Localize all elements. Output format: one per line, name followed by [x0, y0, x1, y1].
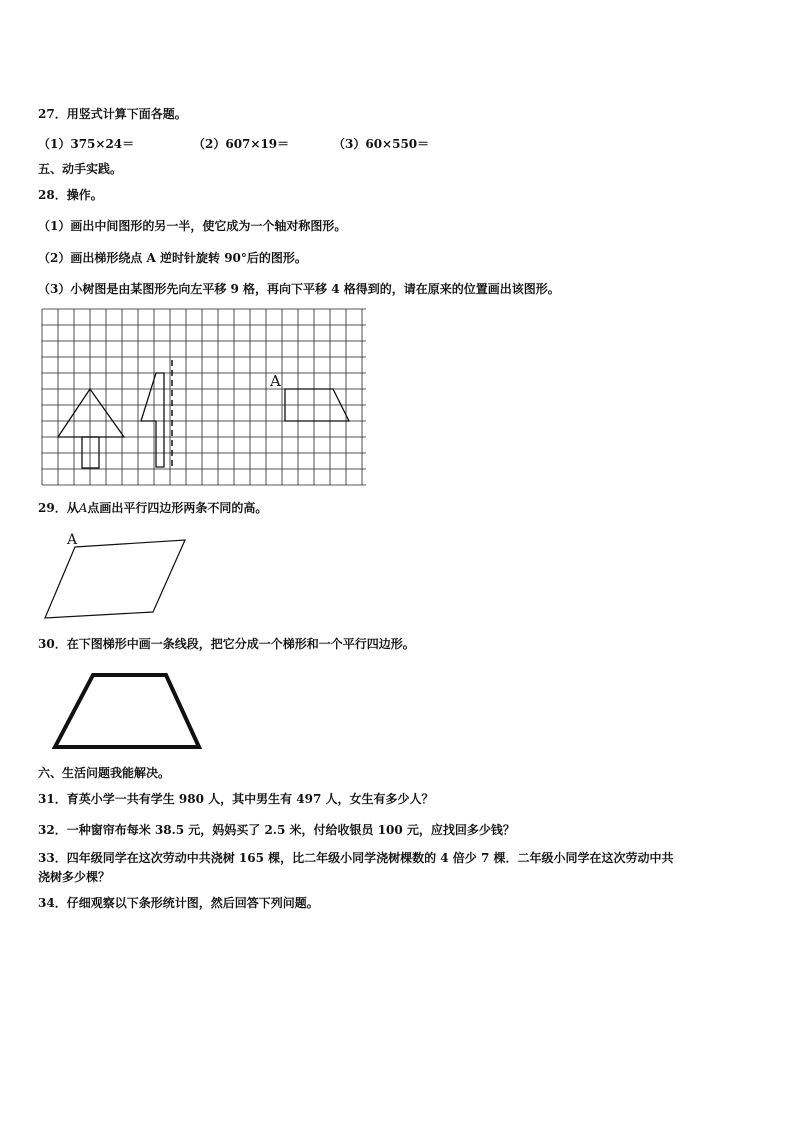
q33-line-1: 33．四年级同学在这次劳动中共浇树 165 棵，比二年级小同学浇树棵数的 4 倍少 7 棵．二年级小同学在这次劳动中共	[38, 851, 674, 865]
q28-title: 28．操作。	[38, 188, 103, 202]
q27-title: 27．用竖式计算下面各题。	[38, 107, 187, 121]
section-6-heading: 六、生活问题我能解决。	[38, 766, 171, 780]
section-5-heading: 五、动手实践。	[38, 162, 123, 176]
q27-item-2: （2）607×19＝	[193, 137, 290, 151]
q27-item-1: （1）375×24＝	[38, 137, 135, 151]
q32-text: 32．一种窗帘布每米 38.5 元，妈妈买了 2.5 米，付给收银员 100 元，应找回多少钱？	[38, 823, 515, 837]
q28-part-2: （2）画出梯形绕点 A 逆时针旋转 90°后的图形。	[38, 251, 307, 265]
q27-item-3: （3）60×550＝	[333, 137, 430, 151]
parallelogram	[45, 540, 185, 618]
q33-line-2: 浇树多少棵？	[38, 870, 111, 884]
tree-trunk	[82, 437, 99, 468]
q29-title: 29．从A点画出平行四边形两条不同的高。	[38, 501, 268, 515]
q28-part-3: （3）小树图是由某图形先向左平移 9 格，再向下平移 4 格得到的，请在原来的位置画出该图形。	[38, 282, 560, 296]
q28-part-1: （1）画出中间图形的另一半，使它成为一个轴对称图形。	[38, 219, 347, 233]
q31-text: 31．育英小学一共有学生 980 人，其中男生有 497 人，女生有多少人？	[38, 792, 434, 806]
q30-trapezoid	[55, 675, 199, 747]
parallelogram-point-a-label: A	[67, 532, 78, 548]
q30-title: 30．在下图梯形中画一条线段，把它分成一个梯形和一个平行四边形。	[38, 637, 415, 651]
tree-crown	[58, 389, 124, 437]
q34-text: 34．仔细观察以下条形统计图，然后回答下列问题。	[38, 896, 319, 910]
grid-point-a-label: A	[270, 372, 281, 390]
